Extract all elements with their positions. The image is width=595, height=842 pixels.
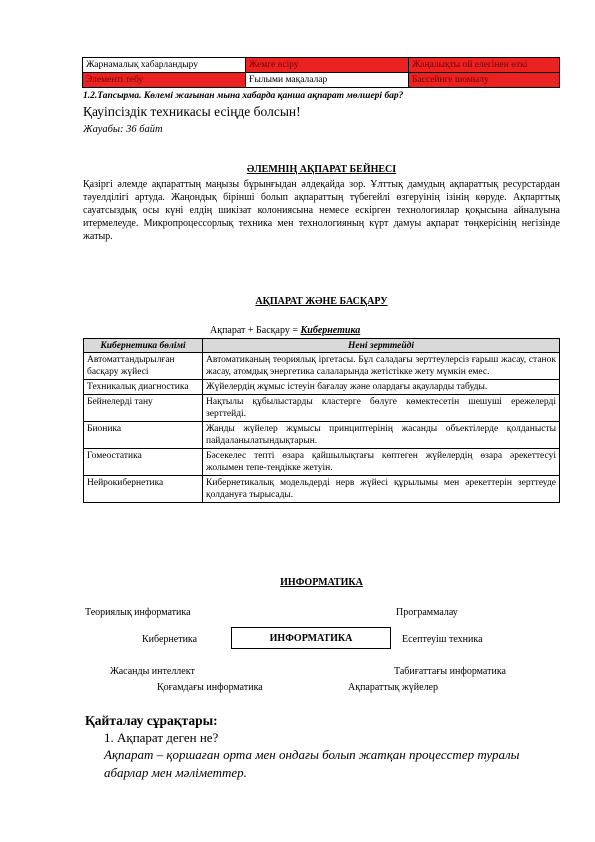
- map-item-cybernetics: Кибернетика: [142, 634, 198, 645]
- table-cell: Жарнамалық хабарландыру: [83, 58, 246, 73]
- table-cell: Бейнелерді тану: [84, 395, 203, 422]
- formula-left: Ақпарат + Басқару =: [210, 325, 298, 336]
- table-row: [84, 395, 560, 422]
- answer-text: Жауабы: 36 байт: [83, 124, 163, 135]
- cybernetics-table: [83, 338, 560, 503]
- table-row: [84, 476, 560, 503]
- answer-1: Ақпарат – қоршаған орта мен ондағы болып жатқан процесстер туралы абарлар мен мәліметтер.: [104, 747, 520, 780]
- map-item-natural: Табиғаттағы информатика: [394, 666, 506, 677]
- section-paragraph: Қазіргі әлемде ақпараттың маңызы бұрынғыдан әлдеқайда зор. Ұлттық дамудың ақпараттық ресурстардан тәуелділігі артуда. Жаңондық бірінші болып ақпараттың түбегейлі өзгеруінің ізінің көруде. Ақпарттық сауатсыздық осы күні елдің шикізат колониясына немесе ескірген технологиялар қоқысына айналуына итермелеуде. Микропроцессорлық техника мен технологияның күрт дамуы ақпарат төңкерісінің негізінде жатыр.: [83, 179, 560, 242]
- table-cell: Жанды жүйелер жұмысы принциптерінің жасанды объектілерде қолданысты пайдаланылатындықтарын.: [203, 422, 560, 449]
- table-header-row: [84, 339, 560, 353]
- map-item-ai: Жасанды интеллект: [110, 666, 195, 677]
- table-row: [84, 380, 560, 395]
- section-heading-world-info: ӘЛЕМНІҢ АҚПАРАТ БЕЙНЕСІ: [246, 164, 397, 175]
- column-header: Нені зерттейді: [203, 339, 560, 353]
- task-text: 1.2.Тапсырма. Көлемі жағынан мына хабарда қанша ақпарат мөлшері бар?: [83, 91, 404, 101]
- top-table: [82, 57, 560, 88]
- table-row: [84, 449, 560, 476]
- table-cell: Бәсекелес тепті өзара қайшылықтағы көптеген жүйелердің өзара әрекеттесуі жолымен тепе-теңдікке жетуін.: [203, 449, 560, 476]
- map-item-systems: Ақпараттық жүйелер: [348, 682, 438, 693]
- table-cell: Бассейнге шомылу: [409, 73, 560, 88]
- formula: [210, 325, 360, 336]
- questions-heading: Қайталау сұрақтары:: [85, 713, 218, 728]
- table-cell: Гомеостатика: [84, 449, 203, 476]
- table-cell: Нейрокибернетика: [84, 476, 203, 503]
- table-cell: Жемге өсіру: [246, 58, 409, 73]
- informatics-center-box: ИНФОРМАТИКА: [231, 627, 391, 649]
- map-item-theoretical: Теориялық информатика: [85, 607, 191, 618]
- safety-reminder: Қауіпсіздік техникасы есіңде болсын!: [83, 104, 301, 119]
- table-cell: Нақтылы құбылыстарды кластерге бөлуге көмектесетін шешуші ережелерді зерттейді.: [203, 395, 560, 422]
- table-cell: Автоматиканың теориялық іргетасы. Бұл саладағы зерттеулерсіз ғарыш жасау, станок жасау, атомдық энергетика салаларында жетістікке жету мүмкін емес.: [203, 353, 560, 380]
- table-cell: Жүйелердің жұмыс істеуін бағалау және олардағы ақауларды табуды.: [203, 380, 560, 395]
- formula-right: Кибернетика: [300, 325, 361, 336]
- table-cell: Жаңалықты ой елегінен өткі: [409, 58, 560, 73]
- map-item-computing: Есептеуіш техника: [402, 634, 483, 645]
- table-cell: Кибернетикалық модельдерді нерв жүйесі құрылымы мен әрекеттерін зерттеуде қолдануға тырысады.: [203, 476, 560, 503]
- table-row: [84, 353, 560, 380]
- table-cell: Ғылыми мақалалар: [246, 73, 409, 88]
- table-row: [83, 58, 560, 73]
- table-cell: Бионика: [84, 422, 203, 449]
- table-cell: Автоматтандырылған басқару жүйесі: [84, 353, 203, 380]
- table-row: [84, 422, 560, 449]
- map-item-social: Қоғамдағы информатика: [157, 682, 263, 693]
- section-heading-info-control: АҚПАРАТ ЖӘНЕ БАСҚАРУ: [255, 296, 388, 307]
- section-heading-informatics: ИНФОРМАТИКА: [280, 577, 363, 588]
- column-header: Кибернетика бөлімі: [84, 339, 203, 353]
- table-row: [83, 73, 560, 88]
- question-1: 1. Ақпарат деген не?: [104, 730, 219, 745]
- map-item-programming: Программалау: [396, 607, 458, 618]
- table-cell: Элементі тебу: [83, 73, 246, 88]
- table-cell: Техникалық диагностика: [84, 380, 203, 395]
